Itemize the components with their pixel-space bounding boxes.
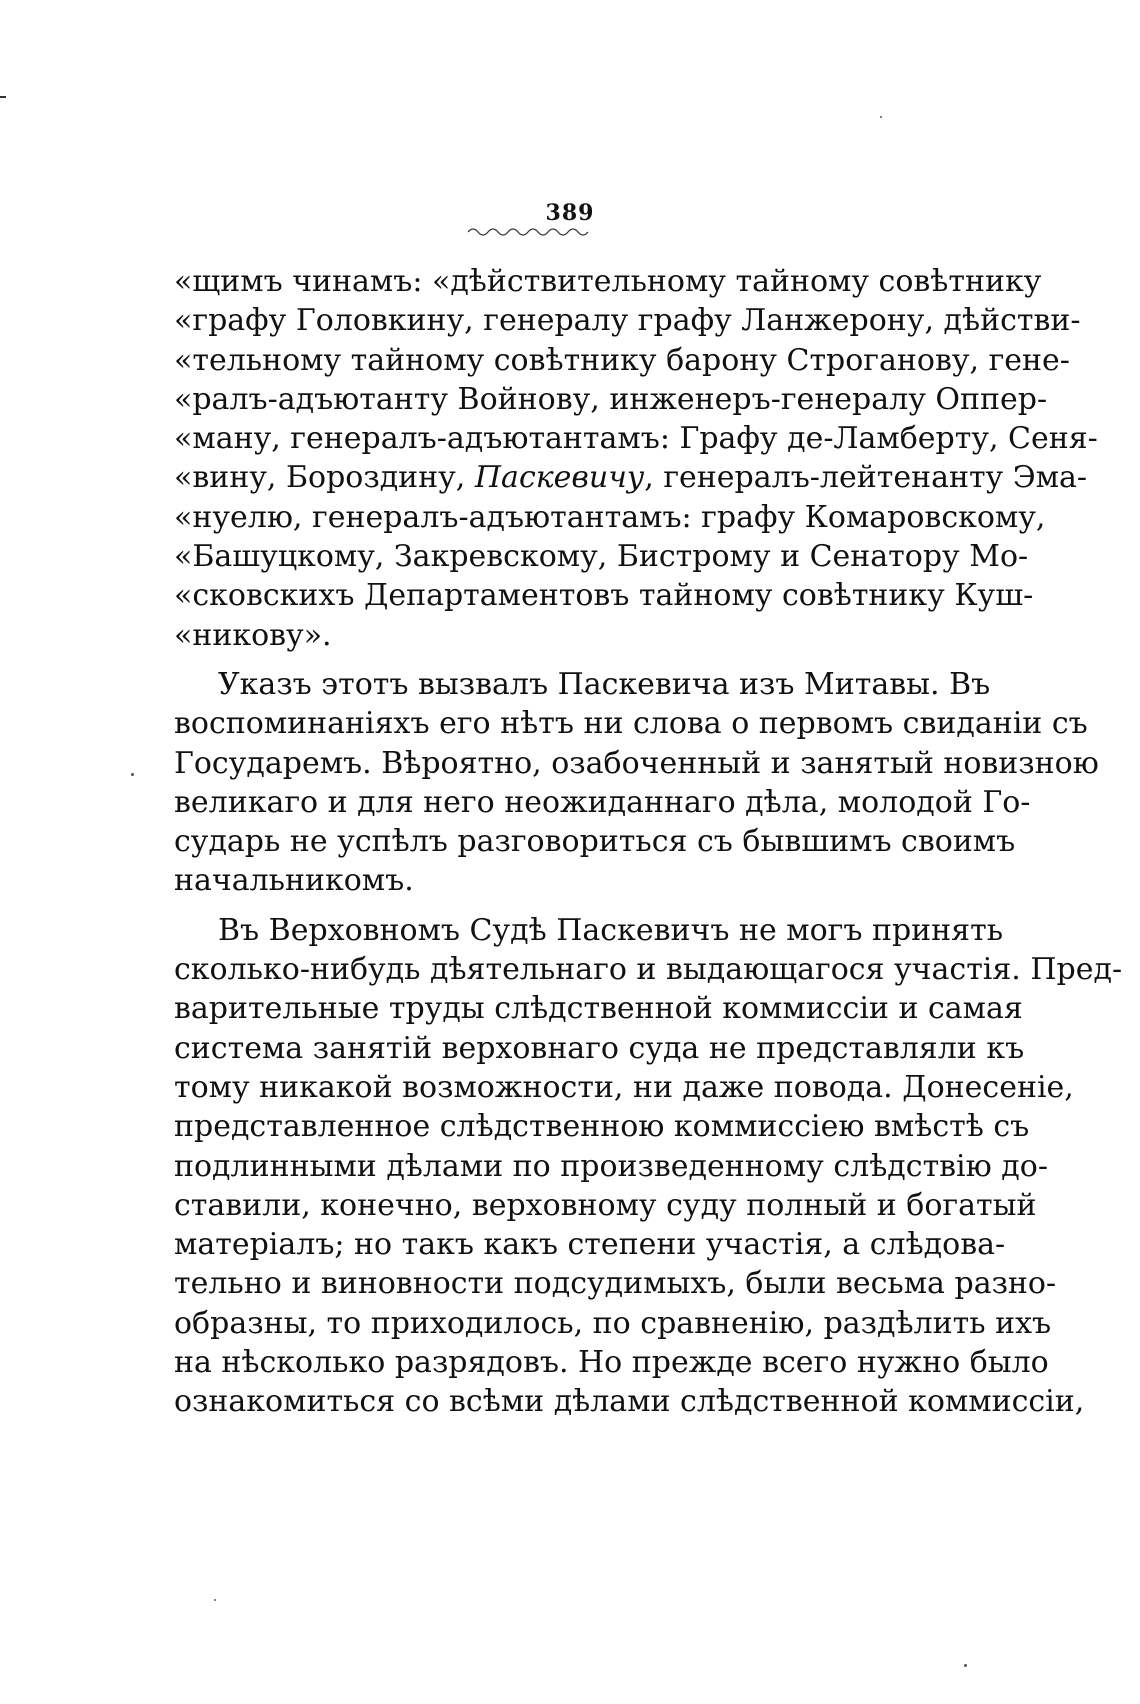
paragraph-gap	[174, 655, 886, 665]
text-line	[174, 458, 1088, 497]
text-line: «сковскихъ Департаментовъ тайному совѣтнику Куш-	[174, 578, 1034, 614]
text-line: система занятій верховнаго суда не представляли къ	[174, 1030, 1025, 1066]
italic-name: Паскевичу	[474, 460, 645, 496]
paragraph	[174, 262, 1098, 655]
text-line: подлинными дѣлами по произведенному слѣдствію до-	[174, 1148, 1048, 1184]
text-line: начальникомъ.	[174, 863, 414, 899]
text-line: на нѣсколько разрядовъ. Но прежде всего нужно было	[174, 1345, 1049, 1381]
scan-speck	[964, 1664, 967, 1667]
text-segment: , генералъ-лейтенанту Эма-	[644, 460, 1088, 496]
scan-edge-mark	[0, 96, 6, 98]
text-line: сколько-нибудь дѣятельнаго и выдающагося участія. Пред-	[174, 952, 1123, 988]
text-line: «тельному тайному совѣтнику барону Строганову, гене-	[174, 342, 1070, 378]
text-line: воспоминаніяхъ его нѣтъ ни слова о первомъ свиданіи съ	[174, 706, 1088, 742]
text-line: «нуелю, генералъ-адъютантамъ: графу Комаровскому,	[174, 499, 1046, 535]
scan-speck	[880, 116, 882, 118]
decorative-ornament-icon	[468, 226, 588, 238]
text-line: Въ Верховномъ Судѣ Паскевичъ не могъ принять	[218, 912, 1004, 948]
text-line: сударь не успѣлъ разговориться съ бывшимъ своимъ	[174, 824, 1016, 860]
page-number: 389	[545, 200, 595, 226]
text-line: варительные труды слѣдственной коммиссіи и самая	[174, 991, 1023, 1027]
paragraph	[174, 911, 1123, 1422]
text-line: «ману, генералъ-адъютантамъ: Графу де-Ламберту, Сеня-	[174, 421, 1098, 457]
body-text	[174, 262, 1123, 1422]
text-line: «ралъ-адъютанту Войнову, инженеръ-генералу Оппер-	[174, 381, 1048, 417]
text-line: тельно и виновности подсудимыхъ, были весьма разно-	[174, 1266, 1057, 1302]
paragraph-gap	[174, 901, 886, 911]
text-line: Указъ этотъ вызвалъ Паскевича изъ Митавы. Въ	[218, 666, 991, 702]
text-line: «графу Головкину, генералу графу Ланжерону, дѣйстви-	[174, 303, 1081, 339]
text-line: ознакомиться со всѣми дѣлами слѣдственной коммиссіи,	[174, 1384, 1085, 1420]
text-line: представленное слѣдственною коммиссіею вмѣстѣ съ	[174, 1109, 1030, 1145]
text-line: Государемъ. Вѣроятно, озабоченный и занятый новизною	[174, 745, 1099, 781]
scan-speck	[214, 1599, 216, 1601]
scan-speck	[131, 773, 134, 776]
paragraph	[174, 665, 1099, 901]
text-line: тому никакой возможности, ни даже повода. Донесеніе,	[174, 1069, 1074, 1105]
text-line: «Башуцкому, Закревскому, Бистрому и Сенатору Мо-	[174, 539, 1029, 575]
text-segment: «вину, Бороздину,	[174, 460, 475, 496]
text-line: матеріалъ; но такъ какъ степени участія, а слѣдова-	[174, 1227, 1006, 1263]
text-line: «никову».	[174, 617, 332, 653]
text-line: ставили, конечно, верховному суду полный и богатый	[174, 1187, 1037, 1223]
text-line: «щимъ чинамъ: «дѣйствительному тайному совѣтнику	[174, 264, 1042, 299]
text-line: великаго и для него неожиданнаго дѣла, молодой Го-	[174, 784, 1031, 820]
text-line: образны, то приходилось, по сравненію, раздѣлить ихъ	[174, 1305, 1052, 1341]
